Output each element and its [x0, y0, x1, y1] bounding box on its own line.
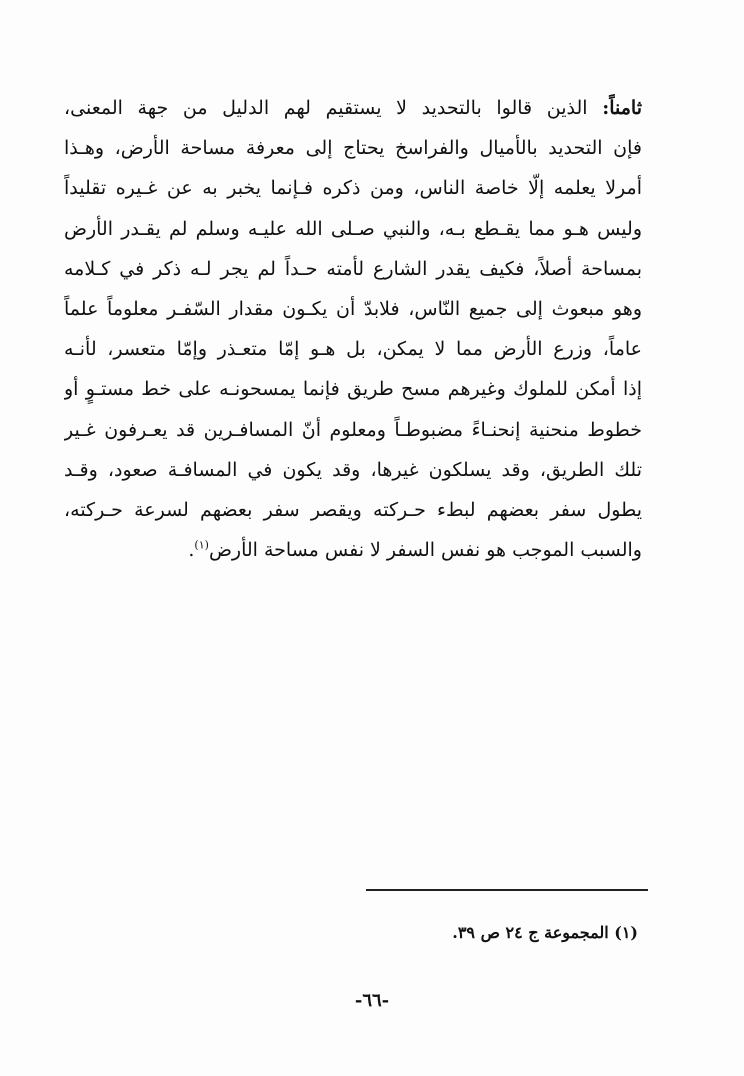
page-number: -٦٦- — [354, 990, 390, 1011]
footnote-text: المجموعة ج ٢٤ ص ٣٩. — [452, 923, 615, 942]
footnote-marker: (١) — [614, 923, 638, 942]
main-paragraph — [64, 88, 642, 570]
paragraph-line-3: أمرلا يعلمه إلّا خاصة الناس، ومن ذكره فـإنما يخبر به عن غـيره تقليداً — [64, 177, 642, 200]
paragraph-line-12 — [64, 530, 642, 570]
paragraph-line-10: تلك الطريق، وقد يسلكون غيرها، وقد يكون في المسافـة صعود، وقـد — [64, 458, 642, 481]
paragraph-line-5: بمساحة أصلاً، فكيف يقدر الشارع لأمته حـداً لم يجر لـه ذكر في كـلامه — [64, 257, 642, 280]
paragraph-line-2: فإن التحديد بالأميال والفراسخ يحتاج إلى معرفة مساحة الأرض، وهـذا — [64, 137, 642, 160]
paragraph-line-4: وليس هـو مما يقـطع بـه، والنبي صـلى الله عليـه وسلم لم يقـدر الأرض — [64, 217, 642, 240]
paragraph-line-1 — [64, 88, 642, 128]
paragraph-line-8: إذا أمكن للملوك وغيرهم مسح طريق فإنما يمسحونـه على خط مستـوٍ أو — [64, 378, 642, 401]
footnote-reference: (١) — [194, 538, 209, 552]
paragraph-line-9: خطوط منحنية إنحنـاءً مضبوطـاً ومعلوم أنّ المسافـرين قد يعـرفون غـير — [64, 418, 642, 441]
footnote-divider — [366, 889, 648, 891]
paragraph-line-text: والسبب الموجب هو نفس السفر لا نفس مساحة الأرض — [208, 539, 642, 562]
paragraph-line-7: عاماً، وزرع الأرض مما لا يمكن، بل هـو إمّا متعـذر وإمّا متعسر، لأنـه — [64, 338, 642, 361]
end-punctuation: . — [188, 539, 195, 562]
paragraph-line-text: الذين قالوا بالتحديد لا يستقيم لهم الدليل من جهة المعنى، — [64, 97, 603, 119]
paragraph-line-6: وهو مبعوث إلى جميع النّاس، فلابدّ أن يكـون مقدار السّفـر معلوماً علماً — [64, 297, 642, 320]
paragraph-line-11: يطول سفر بعضهم لبطء حـركته ويقصر سفر بعضهم لسرعة حـركته، — [64, 498, 642, 521]
paragraph-lead: ثامناً: — [602, 97, 642, 119]
footnote — [300, 923, 638, 942]
